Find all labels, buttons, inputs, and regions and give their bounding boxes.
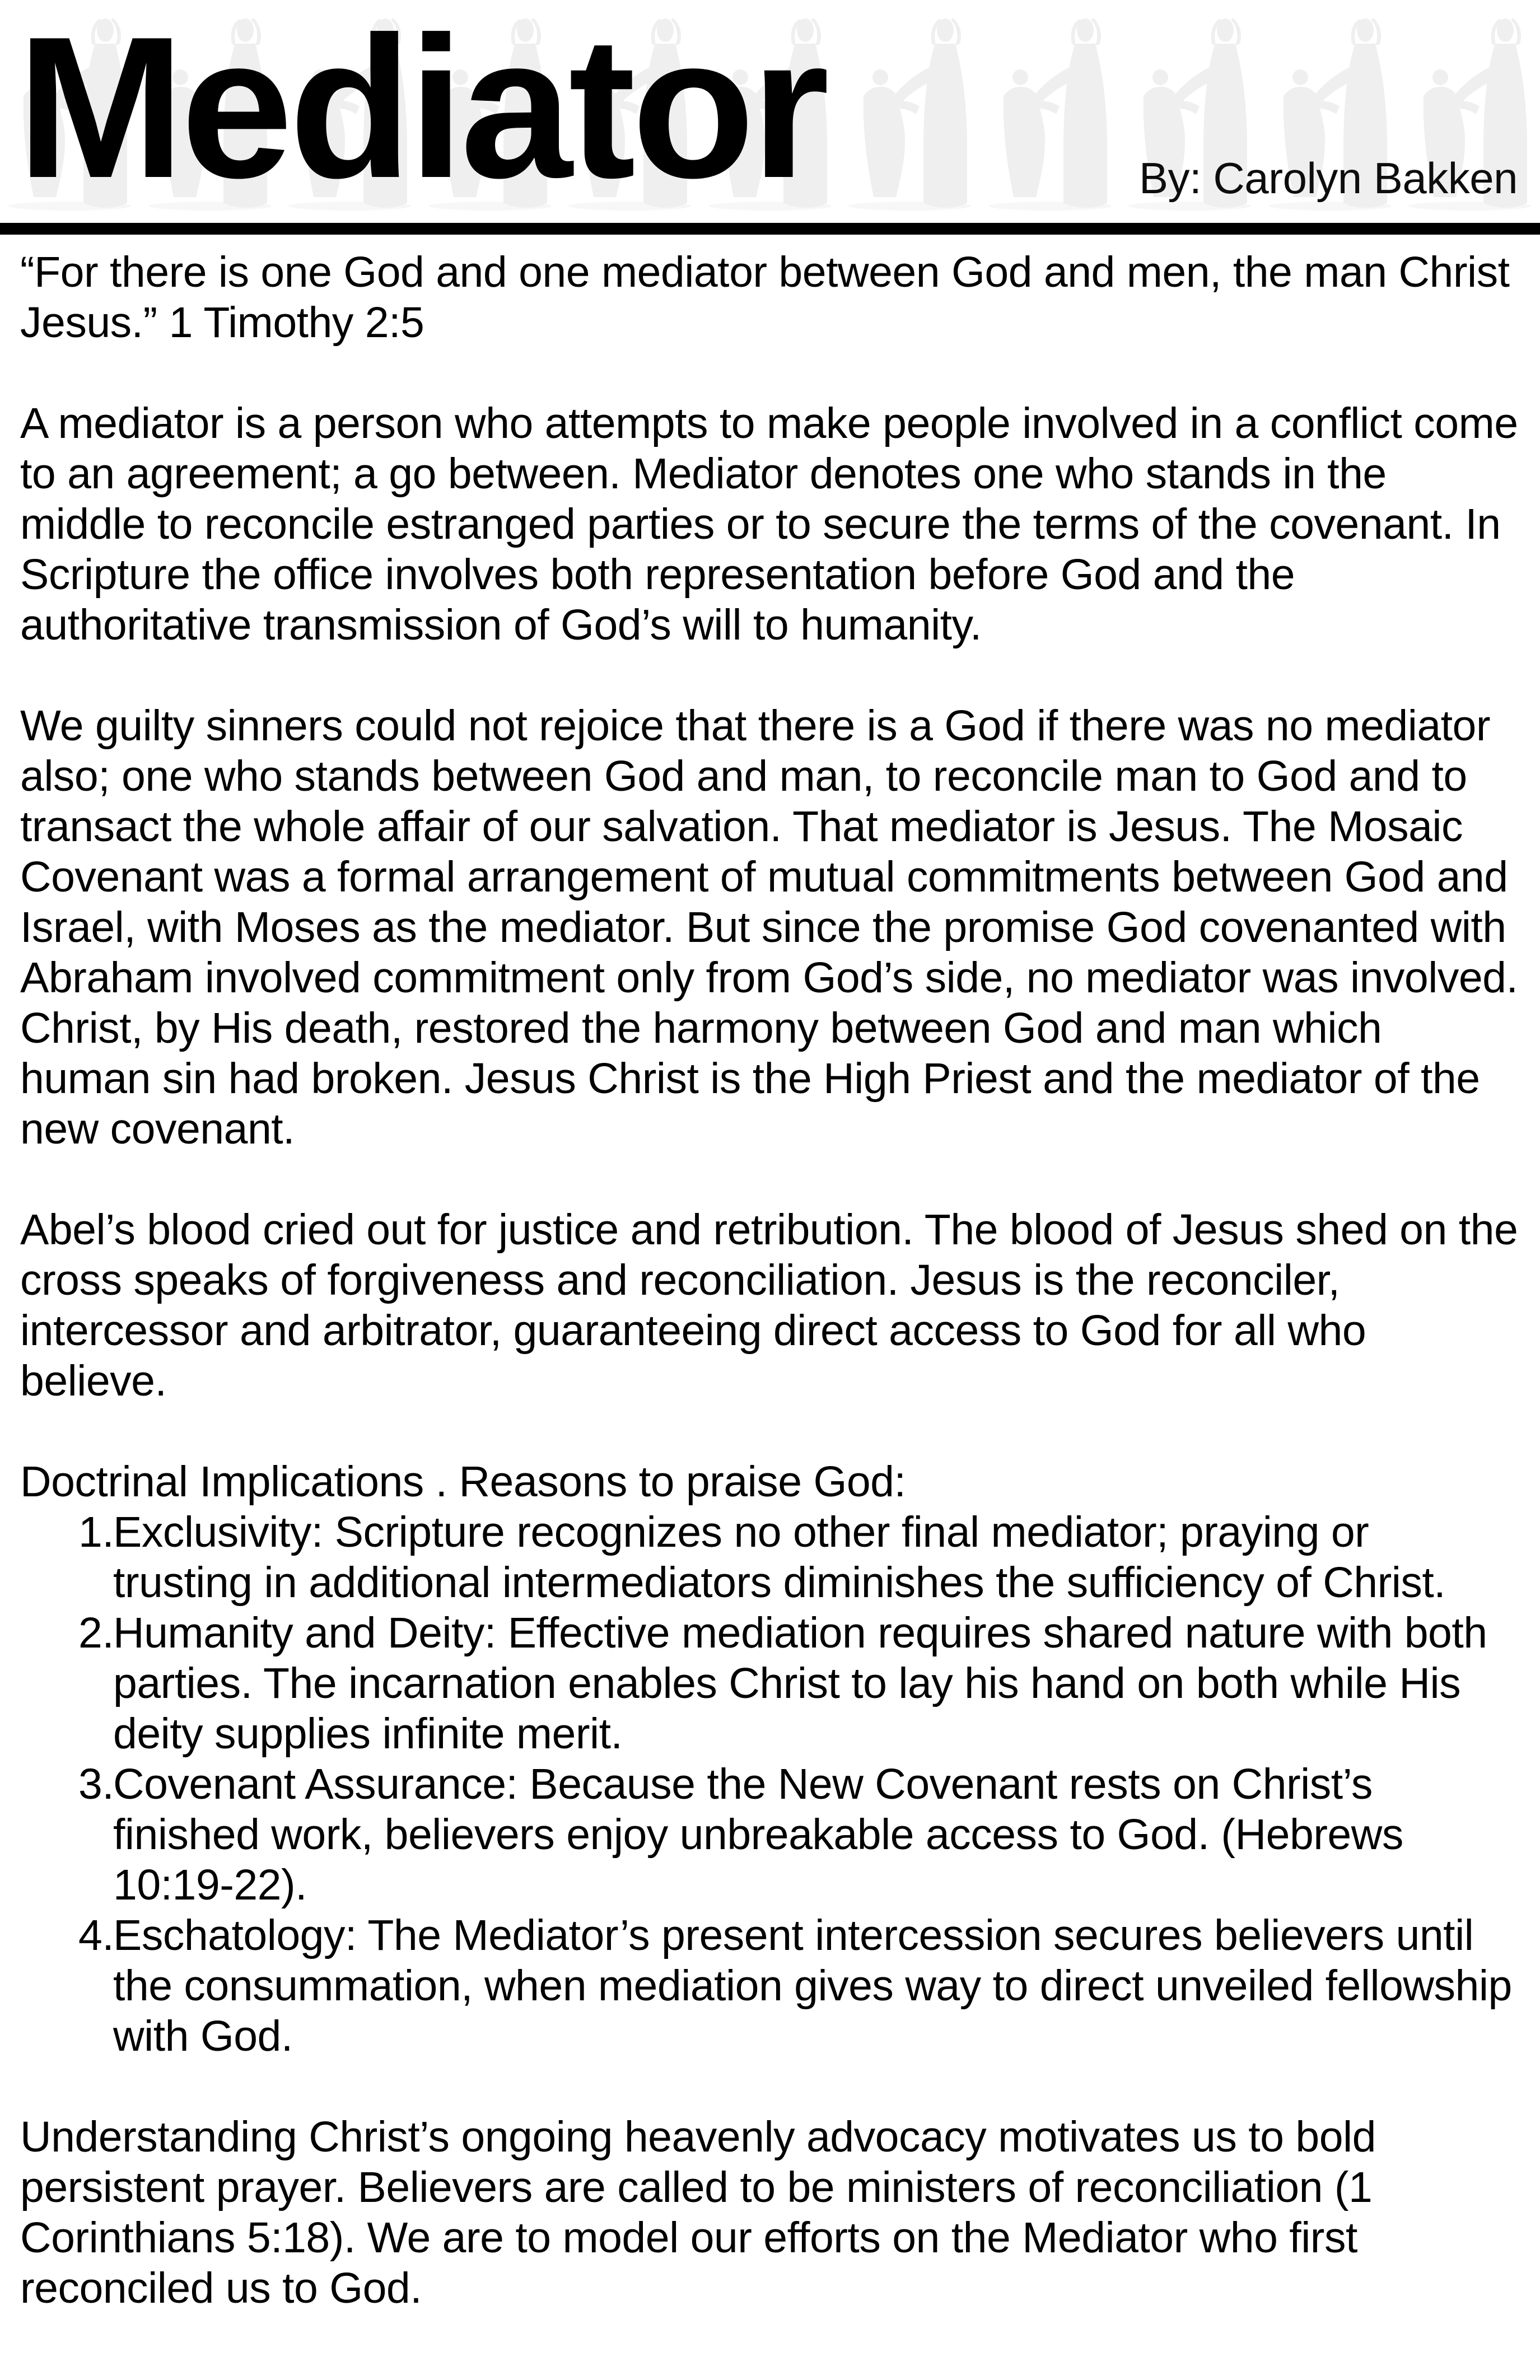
list-item-text: Humanity and Deity: Effective mediation requires shared nature with both parties. The incarnation enables Christ to lay his hand on both while His deity supplies infinite merit. bbox=[113, 1609, 1487, 1758]
doctrinal-item bbox=[20, 1507, 1519, 1608]
person-figure-icon bbox=[840, 11, 980, 213]
doctrinal-item bbox=[20, 1608, 1519, 1759]
page-title: Mediator bbox=[17, 0, 826, 220]
list-item-number: 2. bbox=[78, 1609, 114, 1657]
reconciliation-paragraph: We guilty sinners could not rejoice that there is a God if there was no mediator also; one who stands between God and man, to reconcile man to God and to transact the whole affair of our salvation. That mediator is Jesus. The Mosaic Covenant was a formal arrangement of mutual commitments between God and Israel, with Moses as the mediator. But since the promise God covenanted with Abraham involved commitment only from God’s side, no mediator was involved. Christ, by His death, restored the harmony between God and man which human sin had broken. Jesus Christ is the High Priest and the mediator of the new covenant. bbox=[20, 702, 1518, 1153]
list-item-number: 1. bbox=[78, 1508, 114, 1556]
definition-paragraph: A mediator is a person who attempts to make people involved in a conflict come to an agreement; a go between. Mediator denotes one who stands in the middle to reconcile estranged parties or to secure the terms of the covenant. In Scripture the office involves both representation before God and the authoritative transmission of God’s will to humanity. bbox=[20, 399, 1518, 649]
list-item-text: Covenant Assurance: Because the New Covenant rests on Christ’s finished work, believers enjoy unbreakable access to God. (Hebrews 10:19-22). bbox=[113, 1760, 1403, 1909]
list-item-number: 4. bbox=[78, 1911, 114, 1959]
header-divider-bar bbox=[0, 223, 1540, 235]
closing-paragraph: Understanding Christ’s ongoing heavenly advocacy motivates us to bold persistent prayer. Believers are called to be ministers of reconciliation (1 Corinthians 5:18). We are to model our efforts on the Mediator who first reconciled us to God. bbox=[20, 2113, 1376, 2312]
header bbox=[0, 0, 1540, 223]
verse-paragraph: “For there is one God and one mediator between God and men, the man Christ Jesus.” 1 Timothy 2:5 bbox=[20, 248, 1510, 347]
article-body bbox=[0, 235, 1540, 2313]
list-item-text: Eschatology: The Mediator’s present intercession secures believers until the consummation, when mediation gives way to direct unveiled fellowship with God. bbox=[113, 1911, 1512, 2060]
doctrinal-heading: Doctrinal Implications . Reasons to praise God: bbox=[20, 1458, 906, 1506]
doctrinal-implications-section bbox=[20, 1457, 1519, 2061]
doctrinal-list bbox=[20, 1507, 1519, 2061]
list-item-text: Exclusivity: Scripture recognizes no other final mediator; praying or trusting in additional intermediators diminishes the sufficiency of Christ. bbox=[113, 1508, 1446, 1607]
doctrinal-item bbox=[20, 1910, 1519, 2061]
list-item-number: 3. bbox=[78, 1760, 114, 1808]
doctrinal-item bbox=[20, 1759, 1519, 1910]
byline: By: Carolyn Bakken bbox=[1139, 153, 1518, 203]
person-figure-icon bbox=[980, 11, 1120, 213]
abels-blood-paragraph: Abel’s blood cried out for justice and retribution. The blood of Jesus shed on the cross speaks of forgiveness and reconciliation. Jesus is the reconciler, intercessor and arbitrator, guaranteeing direct access to God for all who believe. bbox=[20, 1206, 1518, 1405]
